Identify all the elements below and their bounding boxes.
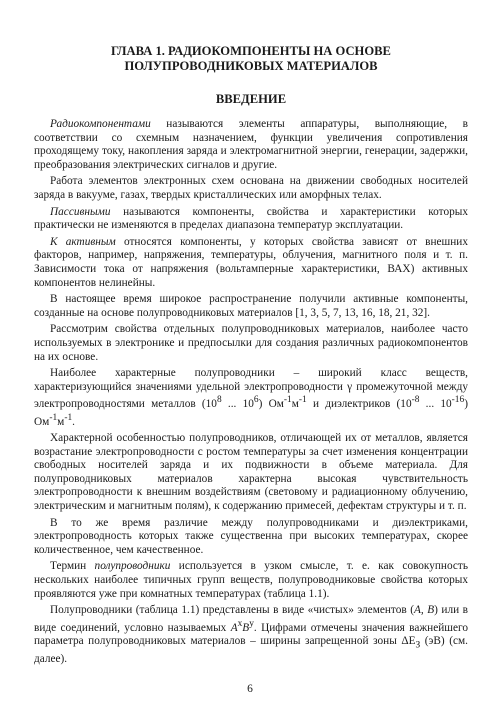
paragraph-7: Наиболее характерные полупроводники – широкий класс веществ, характеризующийся значениями удельной электропроводности γ промежуточной между электропроводностями металлов ($10^8$ ... $10^6$) $Ом^{-1}м^{-1}$ и диэлектриков ($10^{-8}$ ... $10^{-16}$) $Ом^{-1}м^{-1}$. bbox=[34, 367, 468, 428]
paragraph-3: Пассивными называются компоненты, свойства и характеристики которых практически не изменяются в пределах диапазона температур эксплуатации. bbox=[34, 205, 468, 232]
chapter-title-line-1: ГЛАВА 1. РАДИОКОМПОНЕНТЫ НА ОСНОВЕ bbox=[111, 44, 391, 58]
paragraph-8: Характерной особенностью полупроводников, отличающей их от металлов, является возрастание электропроводности с ростом температуры за счет изменения концентрации свободных носителей заряда и их подвижности в объеме материала. Для полупроводниковых материалов характерна высокая чувствительность электропроводности к внешним воздействиям (световому и радиационному облучению, электрическим и магнитным полям), к содержанию примесей, дефектам структуры и т. п. bbox=[34, 432, 468, 512]
term-semiconductors: полупроводники bbox=[94, 560, 171, 573]
chapter-title-line-2: ПОЛУПРОВОДНИКОВЫХ МАТЕРИАЛОВ bbox=[124, 59, 378, 73]
body-text bbox=[34, 118, 468, 667]
paragraph-11: Полупроводники (таблица 1.1) представлены в виде «чистых» элементов (A, B) или в виде соединений, условно называемых $A^xB^y$. Цифрами отмечены значения важнейшего параметра полупроводниковых материалов – ширины запрещенной зоны $\Delta E_З$ (эВ) (см. далее). bbox=[34, 604, 469, 665]
paragraph-2: Работа элементов электронных схем основана на движении свободных носителей заряда в вакууме, газах, твердых кристаллических или аморфных телах. bbox=[34, 175, 468, 201]
page-number: 6 bbox=[247, 683, 253, 695]
paragraph-5: В настоящее время широкое распространение получили активные компоненты, созданные на основе полупроводниковых материалов [1, 3, 5, 7, 13, 16, 18, 21, 32]. bbox=[34, 293, 468, 319]
section-title: ВВЕДЕНИЕ bbox=[215, 92, 287, 106]
paragraph-9: В то же время различие между полупроводниками и диэлектриками, электропроводность которых также существенна при высоких температурах, скорее количественное, чем качественное. bbox=[34, 516, 468, 556]
paragraph-10: Термин полупроводники используется в узком смысле, т. е. как совокупность нескольких наиболее типичных групп веществ, полупроводниковые свойства которых проявляются уже при комнатных температурах (таблица 1.1). bbox=[34, 560, 468, 600]
term-passive: Пассивными bbox=[50, 205, 111, 218]
term-radiocomponents: Радиокомпонентами bbox=[50, 118, 151, 130]
chapter-heading bbox=[34, 44, 468, 74]
paragraph-1: Радиокомпонентами называются элементы аппаратуры, выполняющие, в соответствии со схемным назначением, функции увеличения сопротивления проходящему току, накопления заряда и электромагнитной энергии, генерации, задержки, преобразования электрических сигналов и другие. bbox=[34, 118, 468, 171]
paragraph-4: К активным относятся компоненты, у которых свойства зависят от внешних факторов, например, напряжения, температуры, облучения, магнитного поля и т. п. Зависимости тока от напряжения (вольтамперные характеристики, ВАХ) активных компонентов нелинейны. bbox=[34, 235, 469, 289]
term-active: К активным bbox=[50, 235, 116, 248]
paragraph-6: Рассмотрим свойства отдельных полупроводниковых материалов, наиболее часто используемых в электронике и предпосылки для создания различных радиокомпонентов на их основе. bbox=[34, 323, 468, 363]
